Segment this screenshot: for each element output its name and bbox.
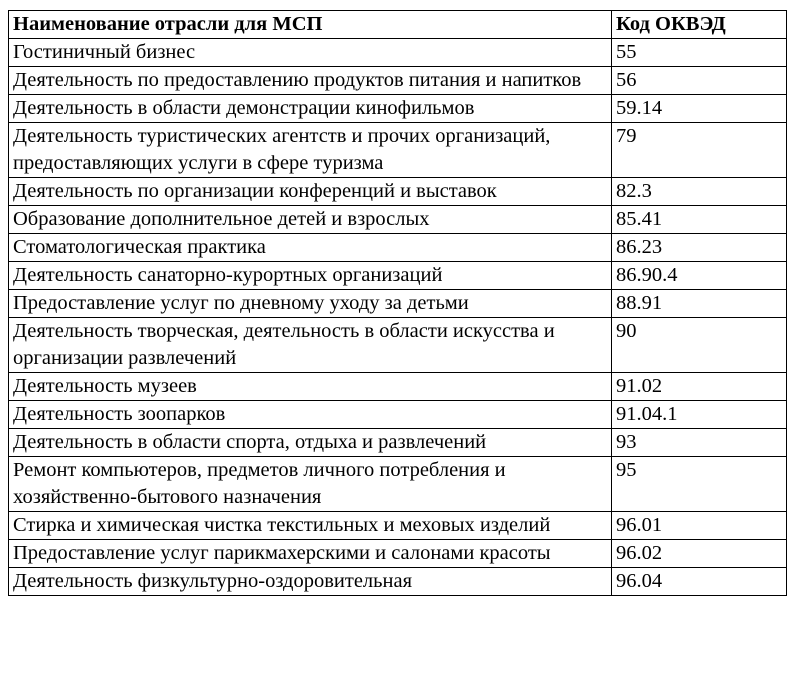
okved-code-cell: 85.41: [612, 206, 787, 234]
table-row: [9, 290, 787, 318]
okved-industry-table: [8, 10, 787, 596]
industry-name-cell: Деятельность в области спорта, отдыха и развлечений: [9, 429, 612, 457]
industry-name-cell: Стирка и химическая чистка текстильных и меховых изделий: [9, 512, 612, 540]
industry-name-cell: Образование дополнительное детей и взрослых: [9, 206, 612, 234]
table-row: [9, 540, 787, 568]
column-header-okved-code: Код ОКВЭД: [612, 11, 787, 39]
table-row: [9, 178, 787, 206]
okved-code-cell: 79: [612, 123, 787, 178]
column-header-industry-name: Наименование отрасли для МСП: [9, 11, 612, 39]
table-row: [9, 318, 787, 373]
industry-name-cell: Гостиничный бизнес: [9, 39, 612, 67]
industry-name-cell: Деятельность зоопарков: [9, 401, 612, 429]
table-row: [9, 67, 787, 95]
table-row: [9, 401, 787, 429]
table-row: [9, 262, 787, 290]
industry-name-cell: Деятельность музеев: [9, 373, 612, 401]
table-header-row: [9, 11, 787, 39]
okved-code-cell: 82.3: [612, 178, 787, 206]
industry-name-cell: Предоставление услуг парикмахерскими и салонами красоты: [9, 540, 612, 568]
industry-name-cell: Деятельность физкультурно-оздоровительная: [9, 568, 612, 596]
okved-code-cell: 90: [612, 318, 787, 373]
okved-code-cell: 96.01: [612, 512, 787, 540]
okved-code-cell: 96.02: [612, 540, 787, 568]
table-row: [9, 206, 787, 234]
industry-name-cell: Ремонт компьютеров, предметов личного потребления и хозяйственно-бытового назначения: [9, 457, 612, 512]
okved-code-cell: 86.23: [612, 234, 787, 262]
okved-code-cell: 55: [612, 39, 787, 67]
table-row: [9, 457, 787, 512]
industry-name-cell: Деятельность санаторно-курортных организаций: [9, 262, 612, 290]
industry-name-cell: Деятельность по организации конференций и выставок: [9, 178, 612, 206]
okved-code-cell: 88.91: [612, 290, 787, 318]
table-row: [9, 429, 787, 457]
industry-name-cell: Стоматологическая практика: [9, 234, 612, 262]
okved-code-cell: 91.02: [612, 373, 787, 401]
okved-code-cell: 93: [612, 429, 787, 457]
industry-name-cell: Деятельность туристических агентств и прочих организаций, предоставляющих услуги в сфере туризма: [9, 123, 612, 178]
okved-code-cell: 59.14: [612, 95, 787, 123]
industry-name-cell: Деятельность по предоставлению продуктов питания и напитков: [9, 67, 612, 95]
table-row: [9, 234, 787, 262]
industry-name-cell: Деятельность творческая, деятельность в области искусства и организации развлечений: [9, 318, 612, 373]
table-row: [9, 512, 787, 540]
table-row: [9, 95, 787, 123]
table-row: [9, 123, 787, 178]
okved-code-cell: 86.90.4: [612, 262, 787, 290]
industry-name-cell: Предоставление услуг по дневному уходу за детьми: [9, 290, 612, 318]
okved-code-cell: 56: [612, 67, 787, 95]
table-row: [9, 568, 787, 596]
okved-code-cell: 95: [612, 457, 787, 512]
industry-name-cell: Деятельность в области демонстрации кинофильмов: [9, 95, 612, 123]
table-row: [9, 373, 787, 401]
okved-code-cell: 91.04.1: [612, 401, 787, 429]
table-row: [9, 39, 787, 67]
okved-code-cell: 96.04: [612, 568, 787, 596]
